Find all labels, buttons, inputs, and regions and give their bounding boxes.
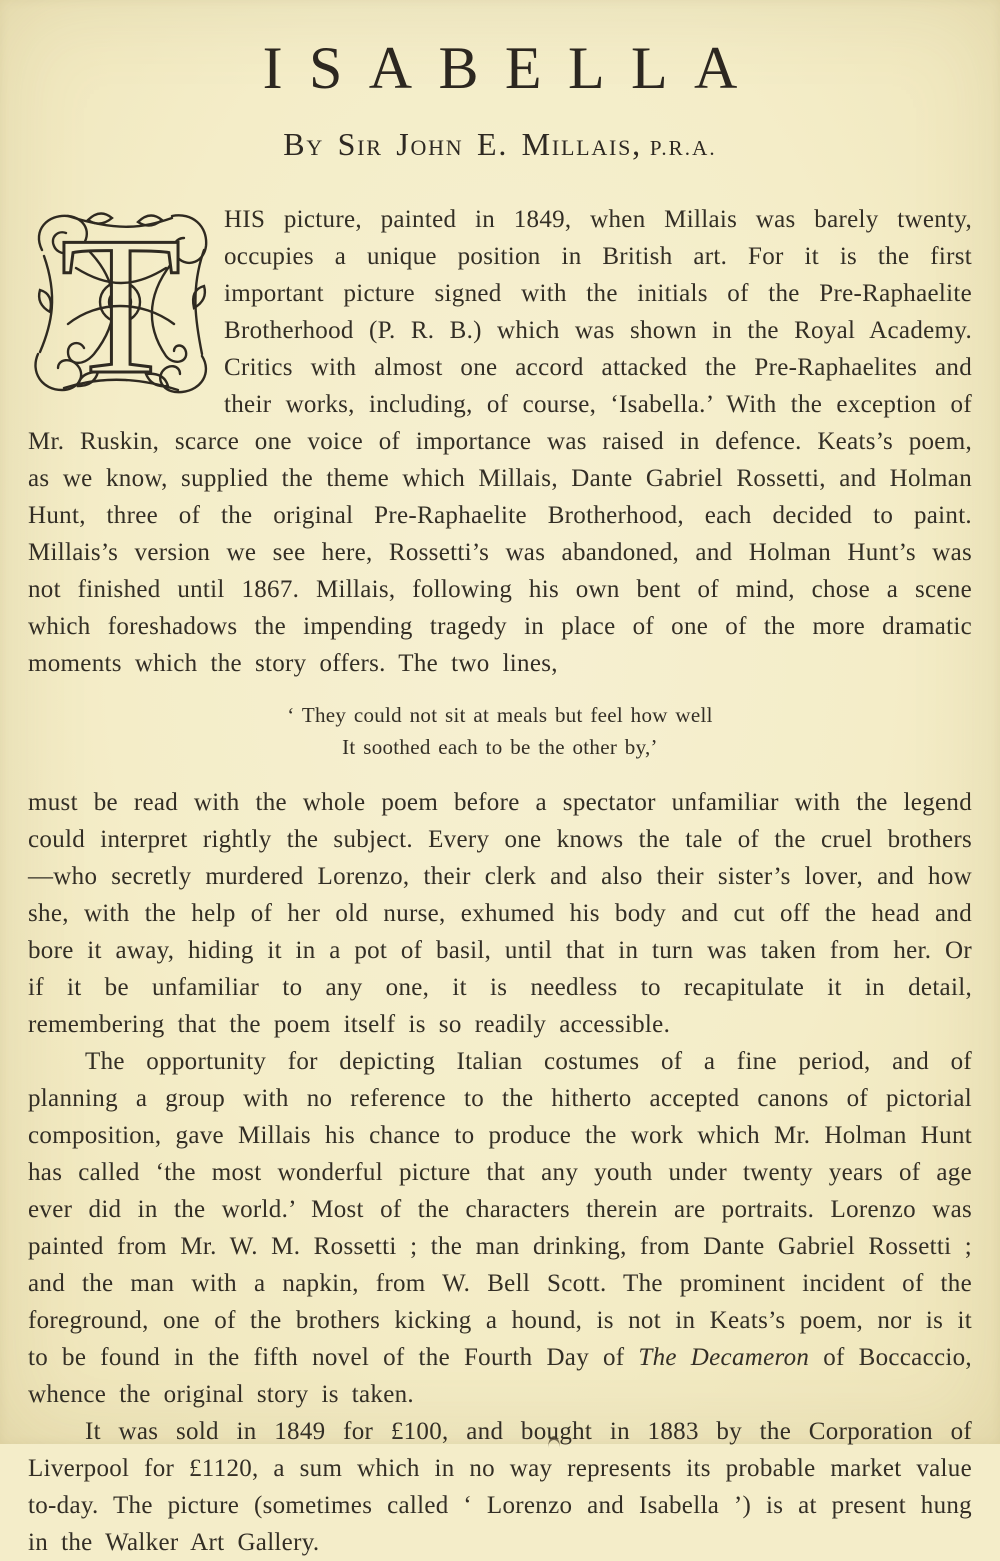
paragraph-4: It was sold in 1849 for £100, and bought in 1883 by the Corporation of Liverpool for £1120, a sum which in no way represents its probable market value to-day. The picture (sometimes called ‘ Lorenzo and Isabella ’) is at present hung in the Walker Art Gallery. [28,1418,972,1557]
verse-line-2: It soothed each to be the other by,’ [342,735,658,760]
paragraph-3 [28,1043,972,1413]
drop-cap-ornament-icon [28,206,212,400]
verse-quote [28,699,972,763]
paragraph-3-text-a: The opportunity for depicting Italian costumes of a fine period, and of planning a group with no reference to the hitherto accepted canons of pictorial composition, gave Millais his chance to produce the work which Mr. Holman Hunt has called ‘the most wonderful picture that any youth under twenty years of age ever did in the world.’ Most of the characters therein are portraits. Lorenzo was painted from Mr. W. M. Rossetti ; the man drinking, from Dante Gabriel Rossetti ; and the man with a napkin, from W. Bell Scott. The prominent incident of the foreground, one of the brothers kicking a hound, is not in Keats’s poem, nor is it to be found in the fifth novel of the Fourth Day of [28,1048,972,1372]
byline-author: By Sir John E. Millais, [283,126,642,162]
verse-line-1: ‘ They could not sit at meals but feel how well [287,703,713,728]
article-body [28,201,972,1561]
byline [28,125,972,163]
book-title-italic: The Decameron [638,1344,810,1372]
ornate-drop-cap [28,206,212,400]
paragraph-3-text-b: of Boccaccio, whence the original story is taken. [28,1344,972,1409]
drop-cap-letter: T [60,206,182,401]
page-title: ISABELLA [262,35,764,101]
paragraph-2: must be read with the whole poem before a spectator unfamiliar with the legend could interpret rightly the subject. Every one knows the tale of the cruel brothers —who secretly murdered Lorenzo, their clerk and also their sister’s lover, and how she, with the help of her old nurse, exhumed his body and cut off the head and bore it away, hiding it in a pot of basil, until that in turn was taken from her. Or if it be unfamiliar to any one, it is needless to recapitulate it in detail, remembering that the poem itself is so readily accessible. [28,789,972,1039]
paragraph-1 [28,201,972,682]
byline-honorific: P.R.A. [649,136,717,160]
paragraph-1-text: HIS picture, painted in 1849, when Millais was barely twenty, occupies a unique position in British art. For it is the first important picture signed with the initials of the Pre-Raphaelite Brotherhood (P. R. B.) which was shown in the Royal Academy. Critics with almost one accord attacked the Pre-Raphaelites and their works, including, of course, ‘Isabella.’ With the exception of Mr. Ruskin, scarce one voice of importance was raised in defence. Keats’s poem, as we know, supplied the theme which Millais, Dante Gabriel Rossetti, and Holman Hunt, three of the original Pre-Raphaelite Brotherhood, each decided to paint. Millais’s version we see here, Rossetti’s was abandoned, and Holman Hunt’s was not finished until 1867. Millais, following his own bent of mind, chose a scene which foreshadows the impending tragedy in place of one of the more dramatic moments which the story offers. The two lines, [28,206,972,678]
